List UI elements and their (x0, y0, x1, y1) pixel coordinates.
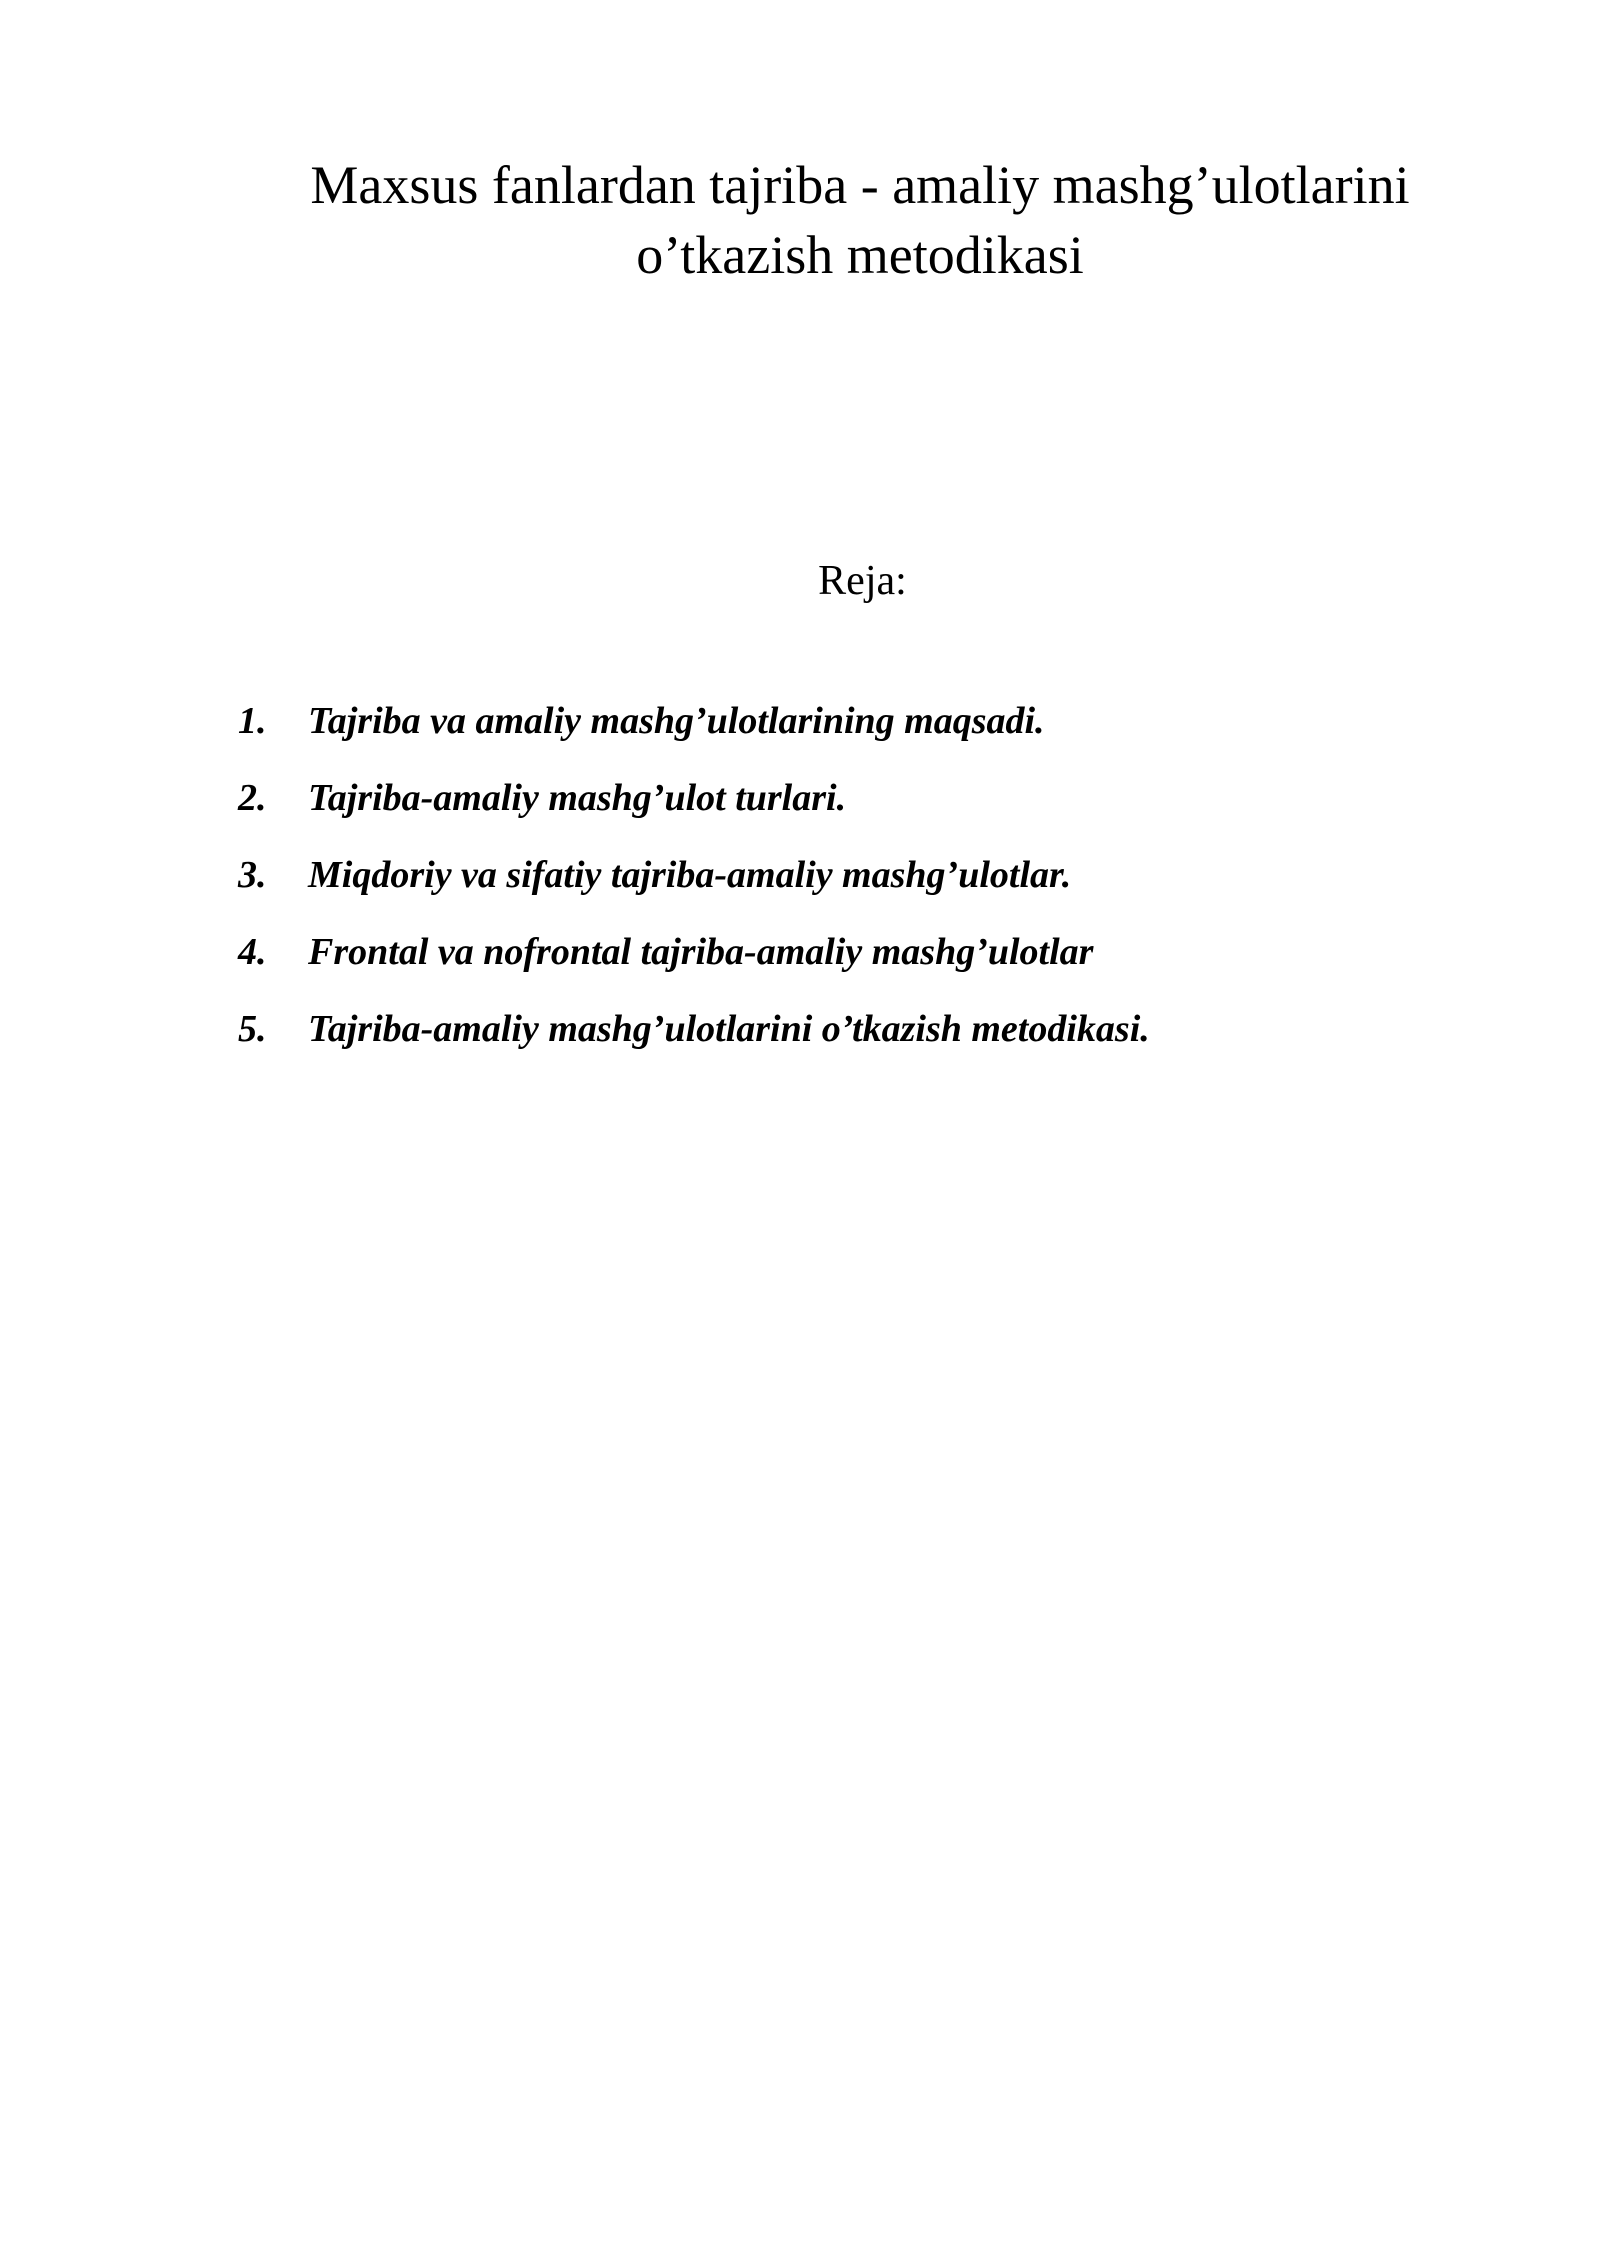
list-item (238, 851, 1150, 928)
list-item-number: 1. (238, 700, 267, 742)
list-item-text: Tajriba-amaliy mashg’ulot turlari. (308, 777, 847, 819)
list-item (238, 928, 1150, 1005)
list-item-number: 5. (238, 1008, 267, 1050)
list-item-text: Tajriba va amaliy mashg’ulotlarining maqsadi. (308, 700, 1045, 742)
list-item-text: Miqdoriy va sifatiy tajriba-amaliy mashg’ulotlar. (308, 854, 1072, 896)
title-line-1: Maxsus fanlardan tajriba - amaliy mashg’ulotlarini (310, 155, 1410, 215)
list-item-text: Tajriba-amaliy mashg’ulotlarini o’tkazish metodikasi. (308, 1008, 1150, 1050)
list-item-number: 4. (238, 931, 267, 973)
list-item-number: 2. (238, 777, 267, 819)
plan-heading: Reja: (818, 558, 907, 604)
list-item (238, 1005, 1150, 1082)
page-title (240, 150, 1480, 290)
list-item (238, 774, 1150, 851)
list-item-number: 3. (238, 854, 267, 896)
list-item-text: Frontal va nofrontal tajriba-amaliy mashg’ulotlar (308, 931, 1094, 973)
plan-list (238, 697, 1150, 1082)
title-line-2: o’tkazish metodikasi (636, 225, 1084, 285)
list-item (238, 697, 1150, 774)
